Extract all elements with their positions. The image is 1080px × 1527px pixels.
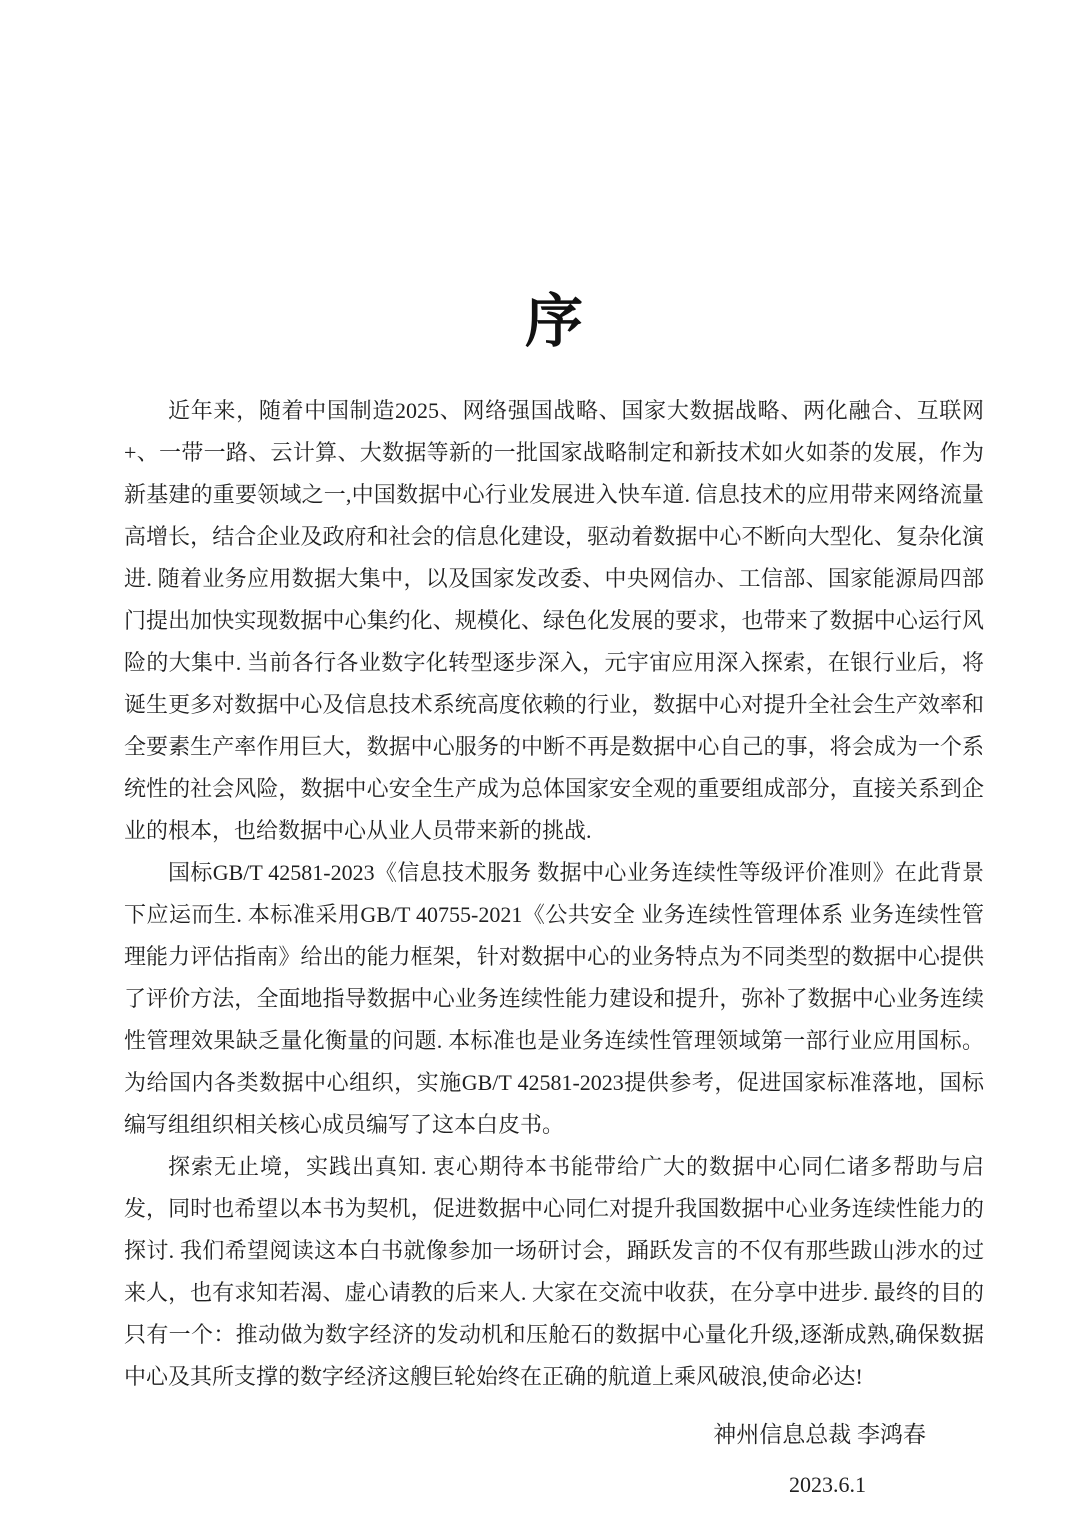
preface-paragraph-2: 国标GB/T 42581-2023《信息技术服务 数据中心业务连续性等级评价准则》在此背景下应运而生. 本标准采用GB/T 40755-2021《公共安全 业务连续性管理体系 业务连续性管理能力评估指南》给出的能力框架，针对数据中心的业务特点为不同类型的数据中心提供了评价方法，全面地指导数据中心业务连续性能力建设和提升，弥补了数据中心业务连续性管理效果缺乏量化衡量的问题. 本标准也是业务连续性管理领域第一部行业应用国标。为给国内各类数据中心组织，实施GB/T 42581-2023提供参考，促进国家标准落地，国标编写组组织相关核心成员编写了这本白皮书。 <box>124 860 984 1137</box>
date-line: 2023.6.1 <box>789 1472 866 1497</box>
preface-paragraph-3: 探索无止境，实践出真知. 衷心期待本书能带给广大的数据中心同仁诸多帮助与启发，同时也希望以本书为契机，促进数据中心同仁对提升我国数据中心业务连续性能力的探讨. 我们希望阅读这本白书就像参加一场研讨会，踊跃发言的不仅有那些跋山涉水的过来人，也有求知若渴、虚心请教的后来人. 大家在交流中收获，在分享中进步. 最终的目的只有一个：推动做为数字经济的发动机和压舱石的数据中心量化升级,逐渐成熟,确保数据中心及其所支撑的数字经济这艘巨轮始终在正确的航道上乘风破浪,使命必达! <box>124 1154 984 1389</box>
preface-paragraph-1: 近年来，随着中国制造2025、网络强国战略、国家大数据战略、两化融合、互联网+、一带一路、云计算、大数据等新的一批国家战略制定和新技术如火如荼的发展，作为新基建的重要领域之一,中国数据中心行业发展进入快车道. 信息技术的应用带来网络流量高增长，结合企业及政府和社会的信息化建设，驱动着数据中心不断向大型化、复杂化演进. 随着业务应用数据大集中，以及国家发改委、中央网信办、工信部、国家能源局四部门提出加快实现数据中心集约化、规模化、绿色化发展的要求，也带来了数据中心运行风险的大集中. 当前各行各业数字化转型逐步深入，元宇宙应用深入探索，在银行业后，将诞生更多对数据中心及信息技术系统高度依赖的行业，数据中心对提升全社会生产效率和全要素生产率作用巨大，数据中心服务的中断不再是数据中心自己的事，将会成为一个系统性的社会风险，数据中心安全生产成为总体国家安全观的重要组成部分，直接关系到企业的根本，也给数据中心从业人员带来新的挑战. <box>124 398 984 843</box>
page-title: 序 <box>524 288 585 354</box>
signature-line: 神州信息总裁 李鸿春 <box>713 1422 926 1447</box>
preface-body <box>124 390 984 1500</box>
